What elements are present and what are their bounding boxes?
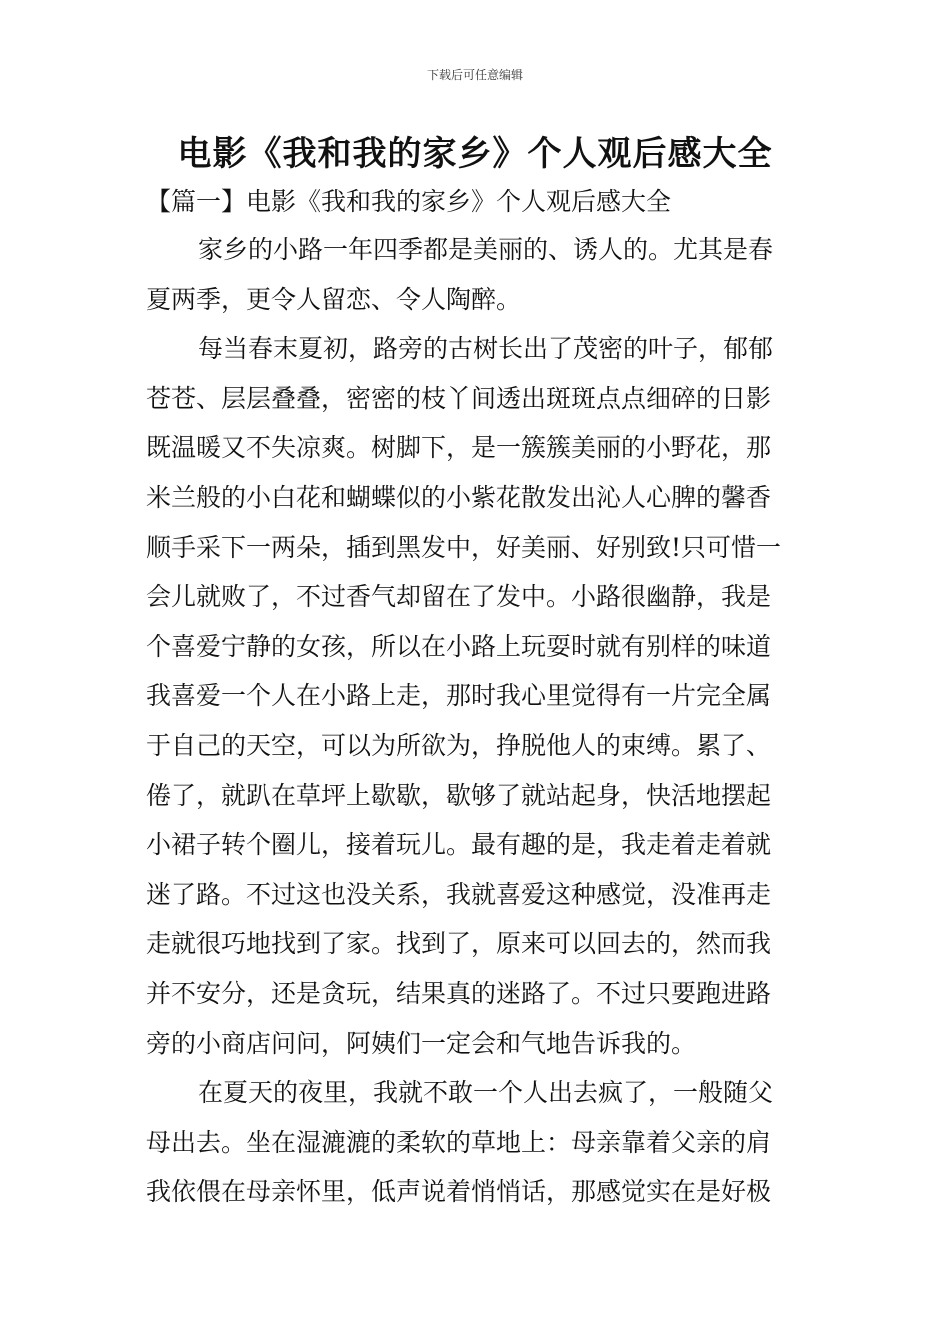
document-title: 电影《我和我的家乡》个人观后感大全 [177, 134, 773, 174]
paragraph-line: 走就很巧地找到了家。找到了，原来可以回去的，然而我 [146, 929, 772, 959]
paragraph-line: 我依偎在母亲怀里，低声说着悄悄话，那感觉实在是好极 [146, 1177, 772, 1207]
paragraph-line: 夏两季，更令人留恋、令人陶醉。 [146, 284, 522, 314]
paragraph-line: 米兰般的小白花和蝴蝶似的小紫花散发出沁人心脾的馨香 [146, 482, 772, 512]
paragraph-line: 母出去。坐在湿漉漉的柔软的草地上：母亲靠着父亲的肩 [146, 1127, 772, 1157]
paragraph-line: 旁的小商店问问，阿姨们一定会和气地告诉我的。 [146, 1028, 697, 1058]
paragraph-line: 并不安分，还是贪玩，结果真的迷路了。不过只要跑进路 [146, 978, 772, 1008]
paragraph-line: 个喜爱宁静的女孩，所以在小路上玩耍时就有别样的味道 [146, 631, 772, 661]
section-heading: 【篇一】电影《我和我的家乡》个人观后感大全 [146, 187, 672, 216]
paragraph-line: 在夏天的夜里，我就不敢一个人出去疯了，一般随父 [198, 1078, 774, 1108]
paragraph-line: 于自己的天空，可以为所欲为，挣脱他人的束缚。累了、 [146, 730, 772, 760]
body-text [146, 225, 806, 1217]
paragraph-line: 会儿就败了，不过香气却留在了发中。小路很幽静，我是 [146, 582, 772, 612]
paragraph-line: 顺手采下一两朵，插到黑发中，好美丽、好别致!只可惜一 [146, 532, 782, 562]
paragraph-line: 每当春末夏初，路旁的古树长出了茂密的叶子，郁郁 [198, 334, 774, 364]
paragraph-line: 我喜爱一个人在小路上走，那时我心里觉得有一片完全属 [146, 681, 772, 711]
paragraph-line: 小裙子转个圈儿，接着玩儿。最有趣的是，我走着走着就 [146, 830, 772, 860]
paragraph-line: 家乡的小路一年四季都是美丽的、诱人的。尤其是春 [198, 235, 774, 264]
paragraph-line: 倦了，就趴在草坪上歇歇，歇够了就站起身，快活地摆起 [146, 780, 772, 810]
paragraph-line: 既温暖又不失凉爽。树脚下，是一簇簇美丽的小野花，那 [146, 433, 772, 463]
paragraph-line: 迷了路。不过这也没关系，我就喜爱这种感觉，没准再走 [146, 879, 772, 909]
paragraph-line: 苍苍、层层叠叠，密密的枝丫间透出斑斑点点细碎的日影 [146, 383, 772, 413]
header-note: 下载后可任意编辑 [426, 68, 523, 82]
